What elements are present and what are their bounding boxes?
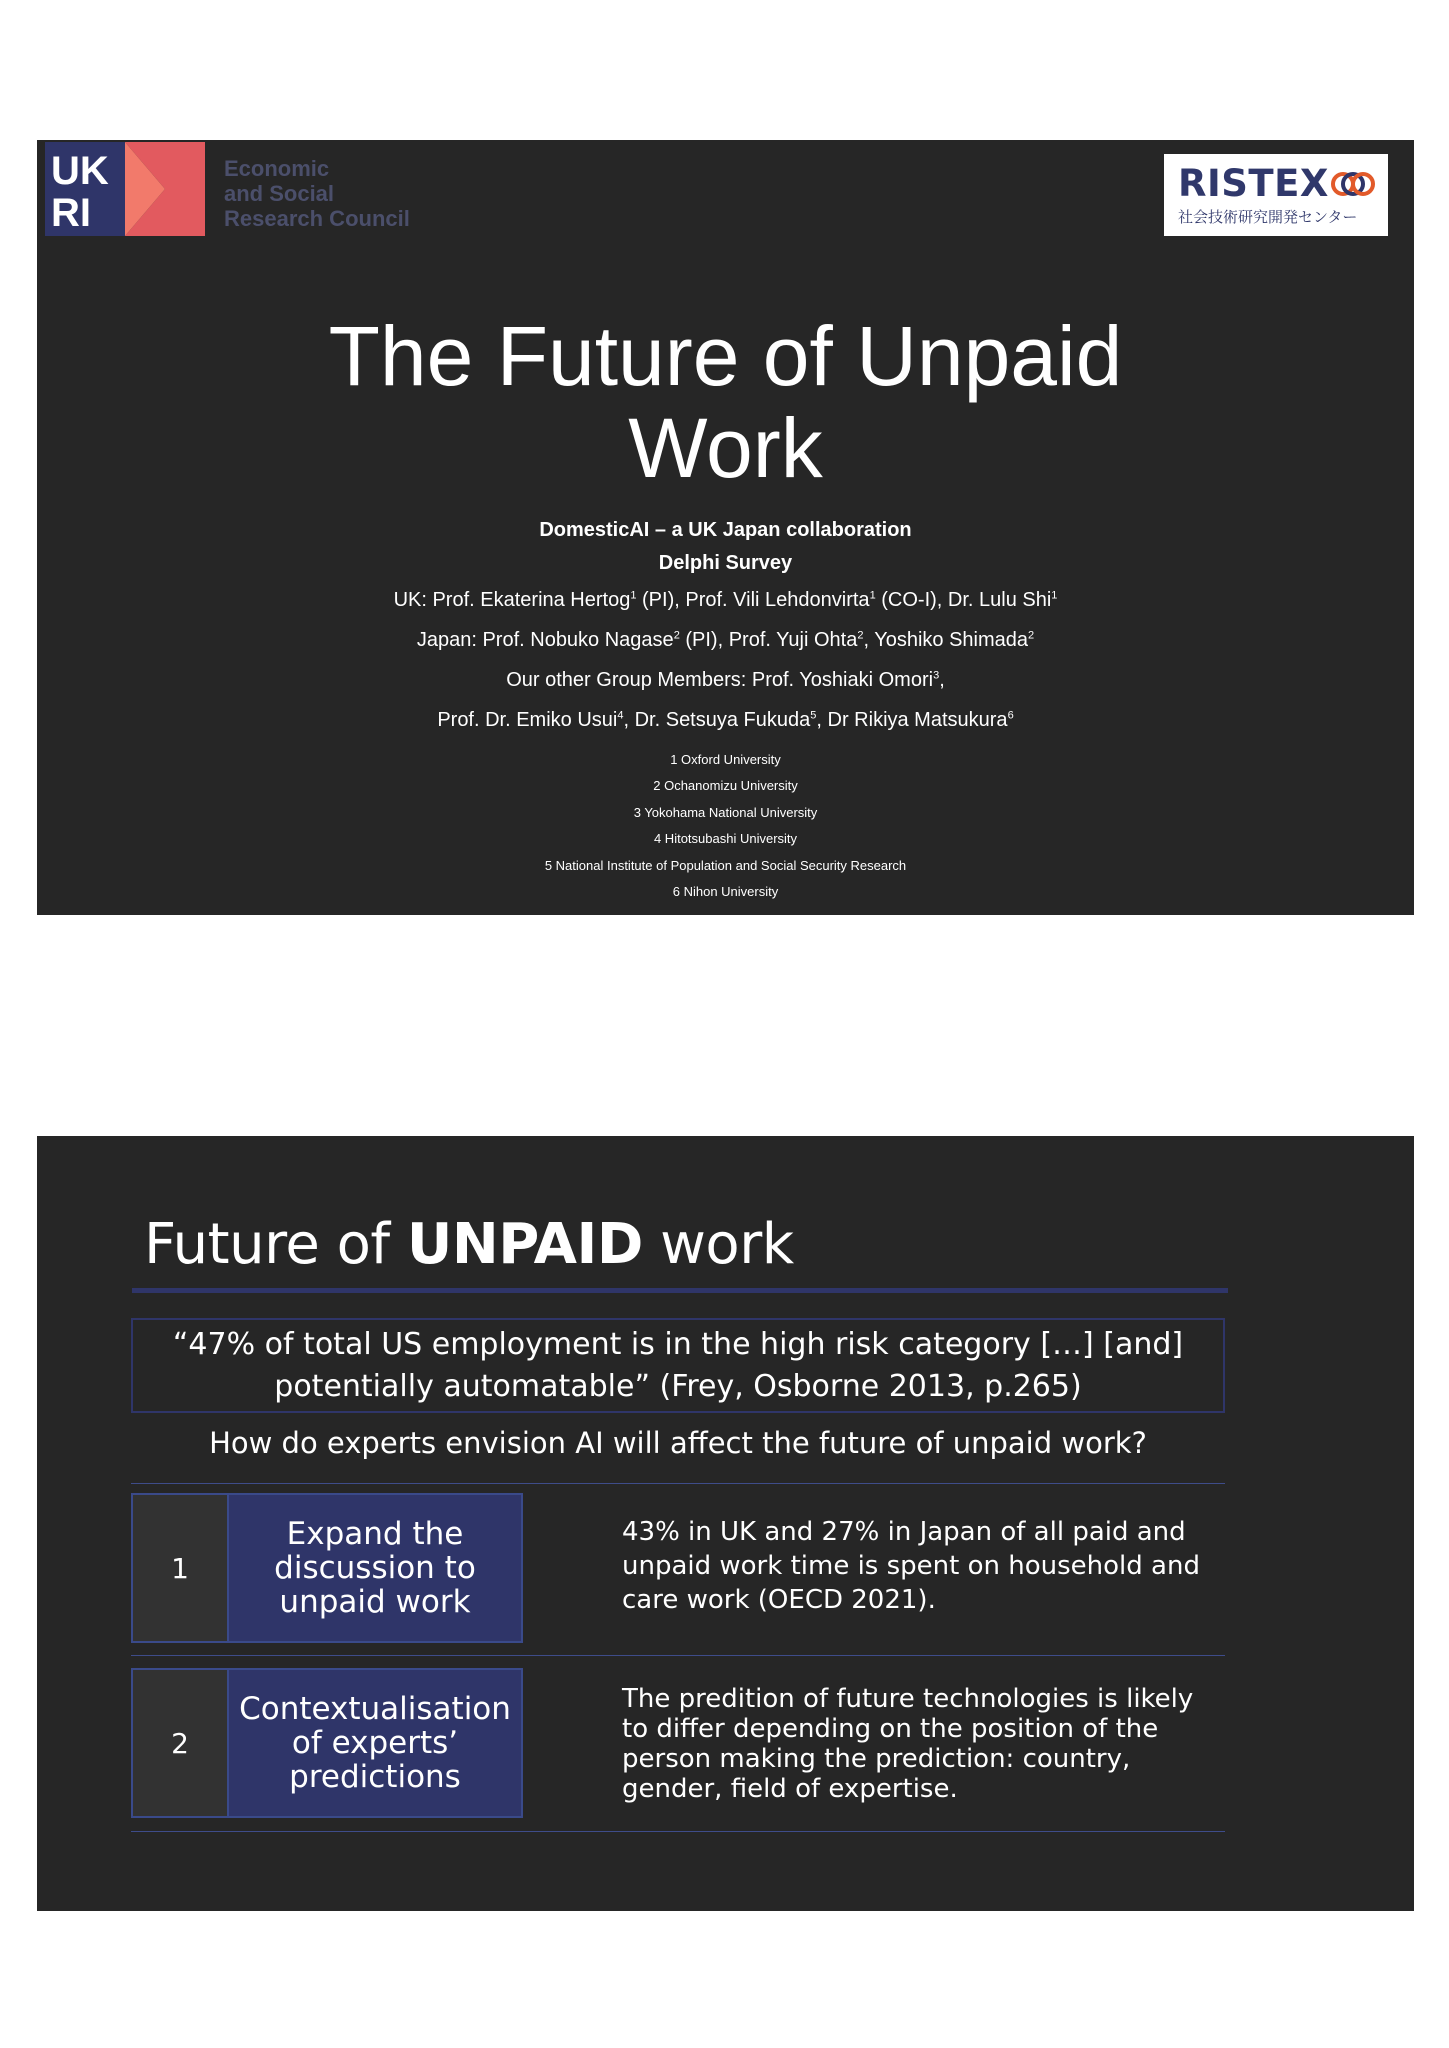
- label-line: predictions: [289, 1759, 461, 1795]
- ukri-logo: [45, 142, 205, 236]
- funder-name-line: Research Council: [224, 206, 410, 231]
- divider: [131, 1655, 1225, 1656]
- affiliation-marker: 2: [857, 629, 864, 642]
- member-name: Prof. Yuji Ohta: [728, 629, 858, 651]
- affiliation: 4 Hitotsubashi University: [653, 831, 798, 846]
- title-part: Future of: [144, 1212, 407, 1277]
- divider: [131, 1483, 1225, 1484]
- ristex-logo: [1164, 154, 1388, 236]
- separator: ,: [816, 709, 828, 731]
- title-underline: [132, 1288, 1228, 1293]
- desc-line: person making the prediction: country,: [622, 1744, 1131, 1774]
- desc-line: 43% in UK and 27% in Japan of all paid and: [622, 1517, 1186, 1547]
- affiliation-marker: 6: [1007, 709, 1014, 722]
- affiliation: 3 Yokohama National University: [633, 805, 818, 820]
- desc-line: unpaid work time is spent on household and: [622, 1551, 1200, 1581]
- desc-line: The predition of future technologies is likely: [622, 1684, 1194, 1714]
- member-name: Prof. Vili Lehdonvirta: [685, 589, 870, 611]
- label-line: Expand the: [286, 1516, 464, 1552]
- funder-name-line: and Social: [224, 181, 335, 206]
- quote-line: potentially automatable” (Frey, Osborne 2013, p.265): [274, 1368, 1082, 1404]
- title-line: The Future of Unpaid: [328, 309, 1123, 403]
- member-name: Prof. Yoshiaki Omori: [751, 669, 934, 691]
- member-name: Yoshiko Shimada: [874, 629, 1029, 651]
- title-emphasis: UNPAID: [406, 1212, 643, 1277]
- affiliation-marker: 2: [1028, 629, 1035, 642]
- affiliation-marker: 3: [933, 669, 940, 682]
- quote-box: [131, 1318, 1225, 1413]
- desc-line: to differ depending on the position of the: [622, 1714, 1159, 1744]
- japan-team: [37, 629, 1414, 652]
- ristex-subtitle: 社会技術研究開発センター: [1178, 208, 1358, 226]
- title-slide: [37, 140, 1414, 915]
- logo-letters-bottom: RI: [51, 191, 91, 235]
- separator: ,: [939, 669, 945, 691]
- desc-line: care work (OECD 2021).: [622, 1585, 936, 1615]
- label-line: discussion to: [274, 1550, 476, 1586]
- content-slide: [37, 1136, 1414, 1911]
- logo-letters-top: UK: [51, 149, 109, 193]
- point-number: 2: [131, 1668, 229, 1818]
- title-line: Work: [628, 401, 823, 495]
- affiliation-marker: 1: [869, 589, 876, 602]
- member-name: Prof. Ekaterina Hertog: [432, 589, 631, 611]
- point-description: [622, 1515, 1222, 1617]
- label-line: unpaid work: [279, 1584, 471, 1620]
- member-role: (PI): [636, 589, 675, 611]
- affiliation: 1 Oxford University: [670, 752, 781, 767]
- survey-label: Delphi Survey: [658, 552, 793, 574]
- other-members-line-2: [37, 709, 1414, 732]
- affiliation-marker: 4: [617, 709, 624, 722]
- project-subtitle: DomesticAI – a UK Japan collaboration: [539, 519, 912, 541]
- ristex-rings-icon: [1330, 168, 1376, 200]
- point-label: [227, 1668, 523, 1818]
- separator: ,: [623, 709, 635, 731]
- ristex-wordmark: RISTEX: [1178, 162, 1329, 205]
- member-name: Dr. Lulu Shi: [947, 589, 1052, 611]
- other-members-line-1: [37, 669, 1414, 692]
- label-line: of experts’: [291, 1725, 459, 1761]
- funder-name-line: Economic: [224, 156, 330, 181]
- team-prefix: Our other Group Members:: [506, 669, 752, 691]
- affiliation: 5 National Institute of Population and Social Security Research: [544, 858, 907, 873]
- slide-title: [144, 1212, 794, 1277]
- member-name: Dr Rikiya Matsukura: [827, 709, 1008, 731]
- team-prefix: UK:: [393, 589, 433, 611]
- divider: [131, 1831, 1225, 1832]
- affiliation-marker: 1: [630, 589, 637, 602]
- separator: ,: [674, 589, 686, 611]
- separator: ,: [863, 629, 875, 651]
- point-row: [131, 1668, 1225, 1818]
- member-name: Dr. Setsuya Fukuda: [634, 709, 811, 731]
- affiliation: 2 Ochanomizu University: [653, 778, 798, 793]
- research-question: How do experts envision AI will affect the future of unpaid work?: [209, 1426, 1147, 1460]
- quote-line: “47% of total US employment is in the high risk category […] [and]: [172, 1326, 1184, 1362]
- team-prefix: Japan:: [416, 629, 483, 651]
- member-role: (PI): [679, 629, 718, 651]
- slide-title: [37, 310, 1414, 494]
- member-name: Prof. Nobuko Nagase: [482, 629, 674, 651]
- point-label: [227, 1493, 523, 1643]
- point-row: [131, 1493, 1225, 1643]
- affiliation-marker: 1: [1051, 589, 1058, 602]
- separator: ,: [717, 629, 729, 651]
- title-part: work: [642, 1212, 794, 1277]
- affiliation: 6 Nihon University: [672, 884, 779, 899]
- point-description: [622, 1684, 1222, 1804]
- separator: ,: [936, 589, 948, 611]
- funder-name: [224, 156, 410, 231]
- member-role: (CO-I): [875, 589, 937, 611]
- label-line: Contextualisation: [239, 1691, 511, 1727]
- desc-line: gender, field of expertise.: [622, 1774, 958, 1804]
- uk-team: [37, 589, 1414, 612]
- point-number: 1: [131, 1493, 229, 1643]
- affiliation-marker: 2: [673, 629, 680, 642]
- member-name: Prof. Dr. Emiko Usui: [437, 709, 618, 731]
- affiliation-marker: 5: [810, 709, 817, 722]
